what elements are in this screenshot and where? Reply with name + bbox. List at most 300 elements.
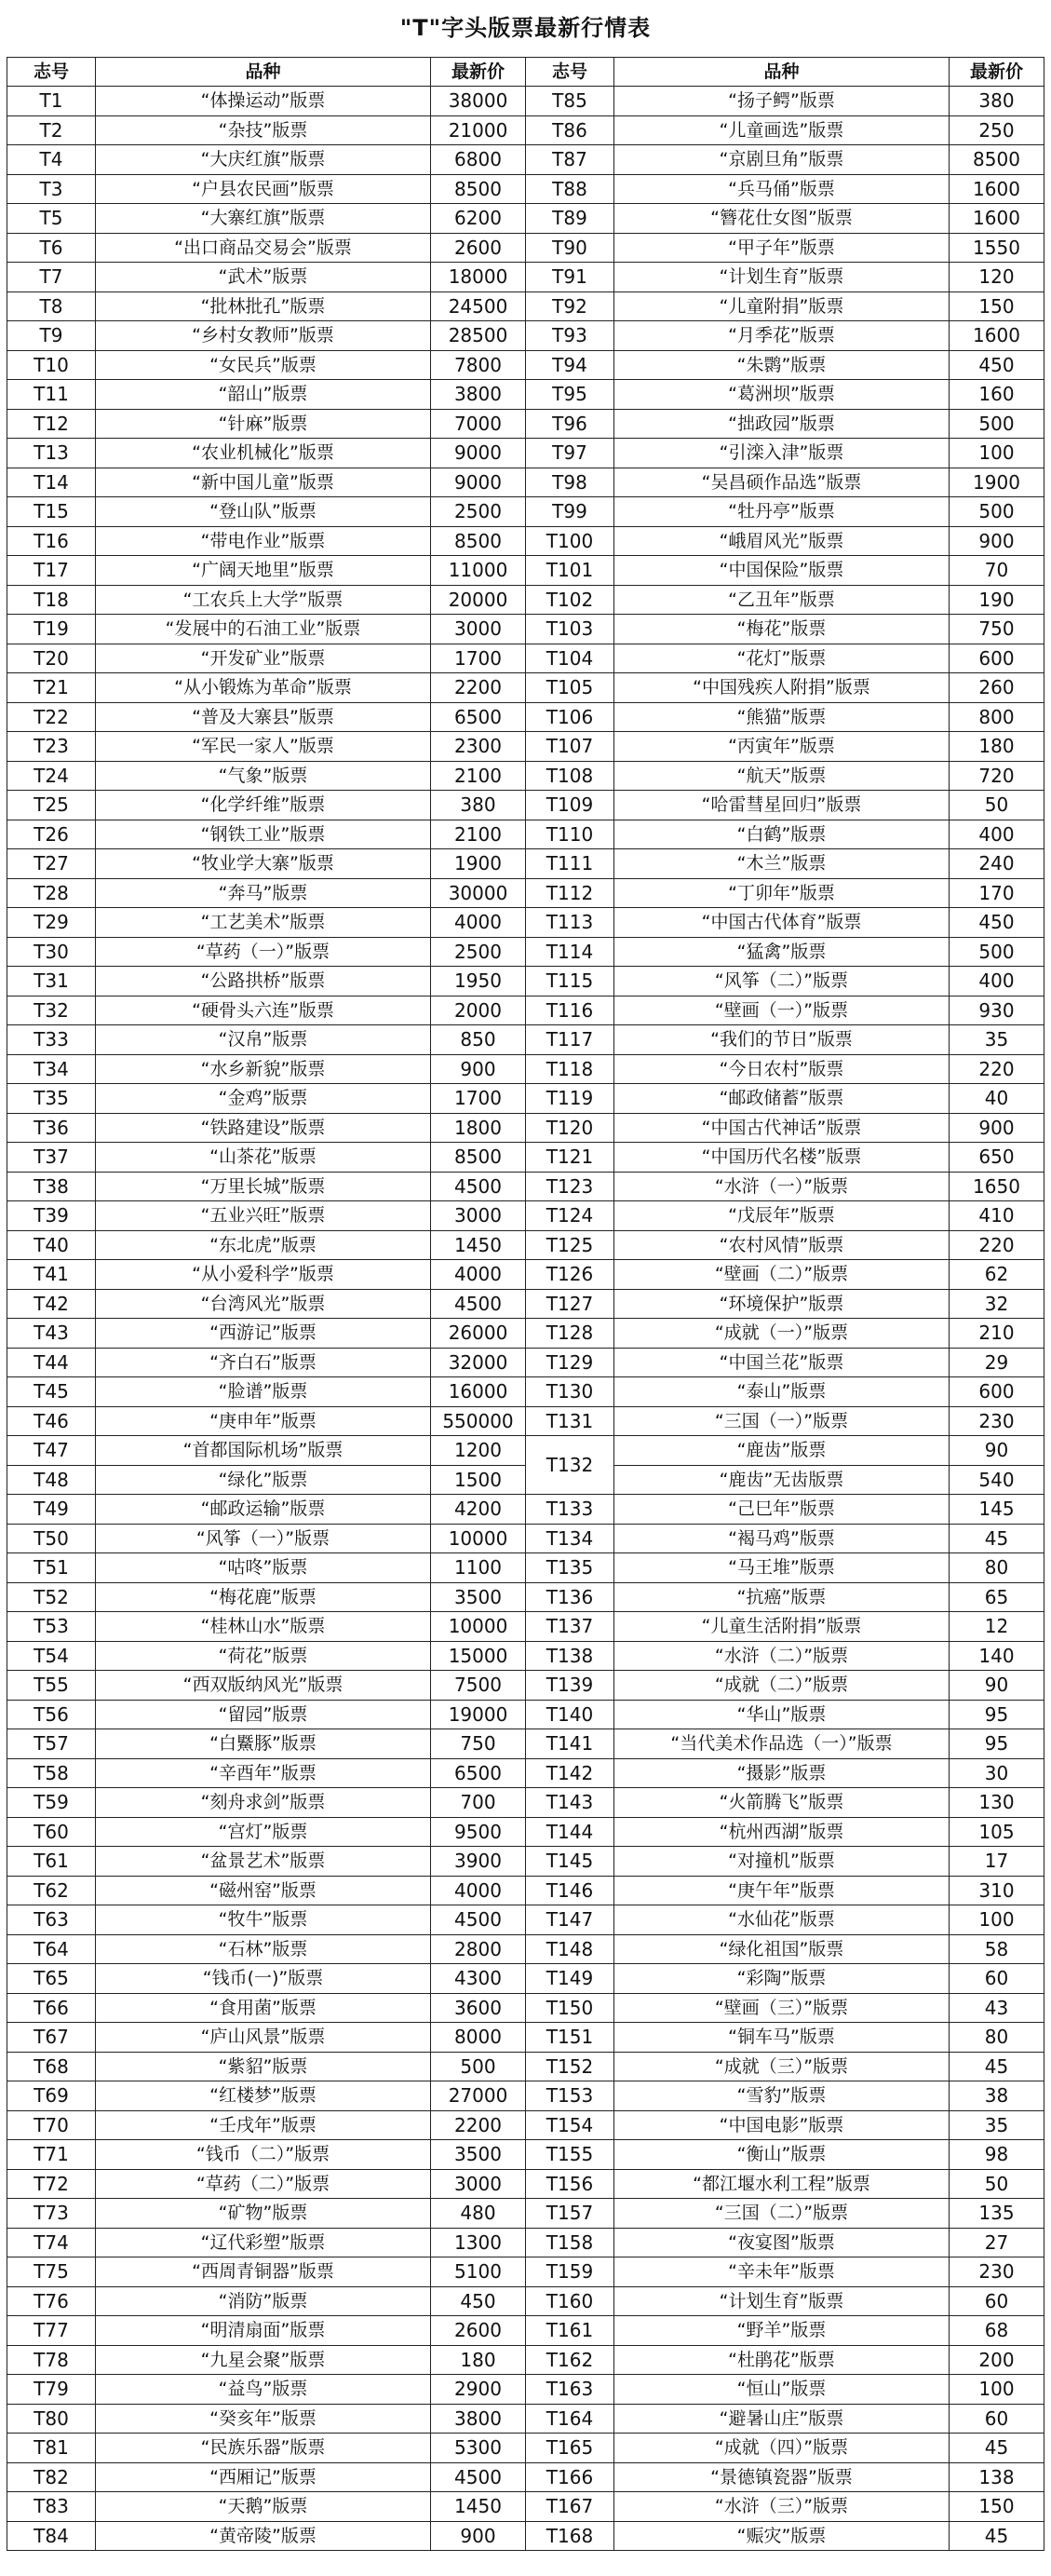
stamp-price: 80 [950,2023,1044,2053]
stamp-name: “白鱀豚”版票 [96,1729,431,1759]
stamp-name: “乡村女教师”版票 [96,321,431,351]
stamp-price: 105 [950,1817,1044,1847]
stamp-price: 1600 [950,204,1044,234]
stamp-code: T64 [7,1934,96,1964]
stamp-price: 1700 [431,644,526,673]
stamp-code: T11 [7,380,96,410]
stamp-name: “工农兵上大学”版票 [96,585,431,615]
stamp-code: T13 [7,439,96,468]
stamp-code: T43 [7,1319,96,1349]
stamp-name: “雪豹”版票 [614,2081,950,2111]
price-table [7,57,1044,2551]
page-title: "T"字头版票最新行情表 [399,15,652,41]
stamp-code: T150 [526,1993,614,2023]
stamp-price: 58 [950,1934,1044,1964]
stamp-price: 4500 [431,1172,526,1201]
stamp-price: 35 [950,2110,1044,2140]
stamp-price: 1600 [950,174,1044,204]
stamp-price: 4500 [431,1905,526,1935]
stamp-price: 2300 [431,732,526,762]
stamp-name: “紫貂”版票 [96,2052,431,2081]
stamp-code: T31 [7,967,96,997]
stamp-code: T85 [526,87,614,116]
stamp-price: 2600 [431,2316,526,2346]
stamp-code: T137 [526,1612,614,1642]
stamp-name: “山茶花”版票 [96,1143,431,1173]
stamp-price: 7800 [431,350,526,380]
stamp-price: 240 [950,849,1044,879]
stamp-name: “出口商品交易会”版票 [96,233,431,263]
stamp-code: T27 [7,849,96,879]
stamp-name: “农村风情”版票 [614,1230,950,1260]
stamp-price: 60 [950,1964,1044,1994]
stamp-name: “工艺美术”版票 [96,908,431,938]
stamp-price: 8500 [950,145,1044,175]
stamp-price: 8500 [431,174,526,204]
stamp-price: 900 [950,526,1044,556]
stamp-code: T77 [7,2316,96,2346]
stamp-name: “普及大寨县”版票 [96,702,431,732]
stamp-name: “水仙花”版票 [614,1905,950,1935]
stamp-code: T105 [526,673,614,703]
stamp-name: “中国古代神话”版票 [614,1113,950,1143]
table-row [7,1406,1044,1436]
stamp-name: “白鹤”版票 [614,820,950,849]
stamp-name: “扬子鳄”版票 [614,87,950,116]
stamp-price: 2000 [431,996,526,1025]
stamp-price: 4200 [431,1495,526,1525]
stamp-name: “马王堆”版票 [614,1553,950,1583]
stamp-name: “野羊”版票 [614,2316,950,2346]
stamp-price: 1100 [431,1553,526,1583]
stamp-name: “水浒（二）”版票 [614,1641,950,1671]
stamp-code: T51 [7,1553,96,1583]
stamp-name: “台湾风光”版票 [96,1289,431,1319]
stamp-price: 400 [950,967,1044,997]
stamp-code: T52 [7,1582,96,1612]
stamp-price: 9500 [431,1817,526,1847]
stamp-code: T162 [526,2345,614,2375]
stamp-name: “铜车马”版票 [614,2023,950,2053]
stamp-code: T4 [7,145,96,175]
stamp-code: T147 [526,1905,614,1935]
stamp-price: 19000 [431,1700,526,1729]
stamp-code: T100 [526,526,614,556]
stamp-code: T91 [526,263,614,292]
table-row [7,1964,1044,1994]
table-row [7,2081,1044,2111]
stamp-price: 4500 [431,1289,526,1319]
stamp-name: “猛禽”版票 [614,937,950,967]
table-row [7,2169,1044,2199]
stamp-price: 135 [950,2199,1044,2229]
stamp-code: T106 [526,702,614,732]
stamp-name: “引滦入津”版票 [614,439,950,468]
stamp-price: 8500 [431,1143,526,1173]
stamp-name: “牧业学大寨”版票 [96,849,431,879]
stamp-code: T104 [526,644,614,673]
table-row [7,321,1044,351]
stamp-price: 38000 [431,87,526,116]
stamp-name: “壁画（三）”版票 [614,1993,950,2023]
stamp-code: T115 [526,967,614,997]
stamp-price: 1300 [431,2228,526,2257]
stamp-code: T148 [526,1934,614,1964]
stamp-name: “磁州窑”版票 [96,1876,431,1905]
stamp-code: T33 [7,1025,96,1055]
table-row [7,145,1044,175]
table-row [7,702,1044,732]
table-row [7,1582,1044,1612]
stamp-price: 27000 [431,2081,526,2111]
stamp-name: “三国（一）”版票 [614,1406,950,1436]
stamp-code: T41 [7,1260,96,1290]
stamp-name: “夜宴图”版票 [614,2228,950,2257]
table-row [7,1495,1044,1525]
stamp-price: 230 [950,2257,1044,2287]
stamp-price: 450 [431,2286,526,2316]
table-row [7,585,1044,615]
stamp-code: T65 [7,1964,96,1994]
stamp-name: “户县农民画”版票 [96,174,431,204]
stamp-code: T30 [7,937,96,967]
stamp-name: “民族乐器”版票 [96,2434,431,2463]
stamp-code: T153 [526,2081,614,2111]
stamp-name: “消防”版票 [96,2286,431,2316]
stamp-price: 3500 [431,2140,526,2170]
stamp-name: “矿物”版票 [96,2199,431,2229]
stamp-price: 26000 [431,1319,526,1349]
stamp-name: “哈雷彗星回归”版票 [614,791,950,820]
table-row [7,2521,1044,2551]
stamp-price: 2600 [431,233,526,263]
stamp-code: T161 [526,2316,614,2346]
stamp-name: “彩陶”版票 [614,1964,950,1994]
table-row [7,1524,1044,1553]
stamp-name: “宫灯”版票 [96,1817,431,1847]
stamp-price: 450 [950,908,1044,938]
stamp-price: 140 [950,1641,1044,1671]
table-row [7,2316,1044,2346]
stamp-name: “从小锻炼为革命”版票 [96,673,431,703]
stamp-price: 6500 [431,1758,526,1788]
table-row [7,1319,1044,1349]
stamp-code: T70 [7,2110,96,2140]
table-row [7,2462,1044,2492]
stamp-code: T36 [7,1113,96,1143]
stamp-price: 850 [431,1025,526,1055]
stamp-price: 230 [950,1406,1044,1436]
stamp-price: 1200 [431,1436,526,1466]
stamp-price: 160 [950,380,1044,410]
stamp-name: “中国保险”版票 [614,556,950,586]
stamp-price: 3000 [431,615,526,644]
table-row [7,1377,1044,1407]
stamp-name: “杭州西湖”版票 [614,1817,950,1847]
stamp-code: T121 [526,1143,614,1173]
stamp-name: “金鸡”版票 [96,1084,431,1114]
table-row [7,1729,1044,1759]
stamp-name: “钱币(一)”版票 [96,1964,431,1994]
stamp-code: T134 [526,1524,614,1553]
stamp-code: T160 [526,2286,614,2316]
stamp-name: “中国历代名楼”版票 [614,1143,950,1173]
table-row [7,291,1044,321]
stamp-price: 220 [950,1054,1044,1084]
stamp-name: “衡山”版票 [614,2140,950,2170]
stamp-name: “九星会聚”版票 [96,2345,431,2375]
stamp-price: 5300 [431,2434,526,2463]
table-row [7,1553,1044,1583]
stamp-code: T2 [7,115,96,145]
stamp-code: T10 [7,350,96,380]
stamp-code: T128 [526,1319,614,1349]
stamp-code: T57 [7,1729,96,1759]
stamp-name: “万里长城”版票 [96,1172,431,1201]
stamp-code: T29 [7,908,96,938]
stamp-price: 4000 [431,908,526,938]
stamp-price: 3800 [431,380,526,410]
table-row [7,233,1044,263]
stamp-code: T1 [7,87,96,116]
stamp-code: T18 [7,585,96,615]
stamp-code: T99 [526,497,614,527]
stamp-price: 3500 [431,1582,526,1612]
stamp-name: “木兰”版票 [614,849,950,879]
stamp-code: T141 [526,1729,614,1759]
stamp-price: 150 [950,2492,1044,2522]
table-row [7,409,1044,439]
stamp-name: “峨眉风光”版票 [614,526,950,556]
stamp-code: T110 [526,820,614,849]
table-row [7,732,1044,762]
stamp-price: 260 [950,673,1044,703]
stamp-name: “留园”版票 [96,1700,431,1729]
stamp-name: “火箭腾飞”版票 [614,1788,950,1818]
table-row [7,2140,1044,2170]
table-row [7,1671,1044,1701]
stamp-price: 8500 [431,526,526,556]
stamp-price: 500 [950,409,1044,439]
stamp-code: T127 [526,1289,614,1319]
stamp-name: “成就（二）”版票 [614,1671,950,1701]
table-row [7,1143,1044,1173]
table-row [7,1905,1044,1935]
stamp-name: “褐马鸡”版票 [614,1524,950,1553]
stamp-code: T82 [7,2462,96,2492]
stamp-code: T60 [7,1817,96,1847]
stamp-price: 11000 [431,556,526,586]
stamp-price: 90 [950,1436,1044,1466]
stamp-price: 45 [950,2434,1044,2463]
stamp-price: 95 [950,1700,1044,1729]
stamp-name: “景德镇瓷器”版票 [614,2462,950,2492]
stamp-code: T40 [7,1230,96,1260]
stamp-name: “东北虎”版票 [96,1230,431,1260]
stamp-code: T50 [7,1524,96,1553]
stamp-code: T108 [526,761,614,791]
stamp-code: T97 [526,439,614,468]
stamp-name: “梅花鹿”版票 [96,1582,431,1612]
stamp-name: “针麻”版票 [96,409,431,439]
stamp-price: 2500 [431,937,526,967]
stamp-code: T101 [526,556,614,586]
stamp-name: “新中国儿童”版票 [96,468,431,497]
stamp-price: 2100 [431,761,526,791]
table-row [7,1758,1044,1788]
stamp-name: “草药（一）”版票 [96,937,431,967]
stamp-code: T131 [526,1406,614,1436]
stamp-price: 6800 [431,145,526,175]
stamp-code: T158 [526,2228,614,2257]
stamp-code: T92 [526,291,614,321]
stamp-price: 9000 [431,439,526,468]
stamp-price: 30000 [431,878,526,908]
stamp-price: 650 [950,1143,1044,1173]
stamp-price: 410 [950,1201,1044,1231]
stamp-code: T165 [526,2434,614,2463]
header-code: 志号 [7,58,96,87]
stamp-code: T26 [7,820,96,849]
stamp-code: T125 [526,1230,614,1260]
stamp-price: 50 [950,2169,1044,2199]
stamp-code: T66 [7,1993,96,2023]
stamp-code: T86 [526,115,614,145]
stamp-name: “齐白石”版票 [96,1348,431,1377]
stamp-code: T155 [526,2140,614,2170]
stamp-name: “荷花”版票 [96,1641,431,1671]
stamp-price: 380 [950,87,1044,116]
stamp-price: 65 [950,1582,1044,1612]
table-row [7,204,1044,234]
stamp-name: “兵马俑”版票 [614,174,950,204]
stamp-code: T164 [526,2404,614,2434]
stamp-name: “牡丹亭”版票 [614,497,950,527]
stamp-name: “石林”版票 [96,1934,431,1964]
table-row [7,2052,1044,2081]
stamp-price: 1900 [431,849,526,879]
stamp-code: T8 [7,291,96,321]
stamp-code: T20 [7,644,96,673]
stamp-name: “首都国际机场”版票 [96,1436,431,1466]
stamp-name: “梅花”版票 [614,615,950,644]
stamp-price: 2200 [431,673,526,703]
stamp-price: 200 [950,2345,1044,2375]
stamp-code: T154 [526,2110,614,2140]
stamp-name: “桂林山水”版票 [96,1612,431,1642]
stamp-code: T38 [7,1172,96,1201]
table-row [7,2110,1044,2140]
stamp-name: “公路拱桥”版票 [96,967,431,997]
stamp-name: “绿化祖国”版票 [614,1934,950,1964]
stamp-price: 6200 [431,204,526,234]
stamp-name: “牧牛”版票 [96,1905,431,1935]
table-row [7,1817,1044,1847]
stamp-code: T37 [7,1143,96,1173]
stamp-name: “鹿齿”无齿版票 [614,1465,950,1495]
stamp-price: 2100 [431,820,526,849]
stamp-name: “武术”版票 [96,263,431,292]
stamp-name: “大寨红旗”版票 [96,204,431,234]
stamp-code: T68 [7,2052,96,2081]
stamp-price: 4000 [431,1260,526,1290]
stamp-price: 15000 [431,1641,526,1671]
stamp-code: T78 [7,2345,96,2375]
stamp-code: T114 [526,937,614,967]
stamp-code: T130 [526,1377,614,1407]
stamp-price: 4000 [431,1876,526,1905]
table-row [7,2434,1044,2463]
header-code: 志号 [526,58,614,87]
header-row [7,58,1044,87]
stamp-price: 540 [950,1465,1044,1495]
stamp-price: 550000 [431,1406,526,1436]
stamp-price: 68 [950,2316,1044,2346]
table-row [7,820,1044,849]
stamp-price: 1800 [431,1113,526,1143]
stamp-price: 4500 [431,2462,526,2492]
table-row [7,2199,1044,2229]
stamp-code: T166 [526,2462,614,2492]
stamp-price: 500 [950,497,1044,527]
stamp-price: 1550 [950,233,1044,263]
stamp-code: T96 [526,409,614,439]
stamp-price: 10000 [431,1612,526,1642]
header-price: 最新价 [431,58,526,87]
table-row [7,937,1044,967]
stamp-price: 1600 [950,321,1044,351]
table-row [7,1025,1044,1055]
stamp-name: “刻舟求剑”版票 [96,1788,431,1818]
stamp-name: “水乡新貌”版票 [96,1054,431,1084]
stamp-name: “丁卯年”版票 [614,878,950,908]
stamp-price: 1450 [431,2492,526,2522]
stamp-name: “绿化”版票 [96,1465,431,1495]
table-row [7,1876,1044,1905]
stamp-name: “当代美术作品选（一）”版票 [614,1729,950,1759]
stamp-price: 600 [950,644,1044,673]
stamp-name: “益鸟”版票 [96,2375,431,2405]
stamp-code: T124 [526,1201,614,1231]
stamp-name: “西双版纳风光”版票 [96,1671,431,1701]
table-row [7,2492,1044,2522]
stamp-name: “己巳年”版票 [614,1495,950,1525]
stamp-name: “盆景艺术”版票 [96,1847,431,1877]
stamp-price: 3600 [431,1993,526,2023]
stamp-price: 750 [431,1729,526,1759]
stamp-name: “今日农村”版票 [614,1054,950,1084]
stamp-name: “杜鹃花”版票 [614,2345,950,2375]
stamp-code: T61 [7,1847,96,1877]
stamp-price: 145 [950,1495,1044,1525]
stamp-name: “军民一家人”版票 [96,732,431,762]
stamp-name: “计划生育”版票 [614,263,950,292]
stamp-code: T56 [7,1700,96,1729]
stamp-price: 50 [950,791,1044,820]
stamp-code: T142 [526,1758,614,1788]
table-row [7,644,1044,673]
table-row [7,115,1044,145]
stamp-price: 150 [950,291,1044,321]
stamp-price: 3000 [431,1201,526,1231]
stamp-price: 9000 [431,468,526,497]
table-row [7,1113,1044,1143]
table-row [7,350,1044,380]
table-row [7,1847,1044,1877]
stamp-price: 800 [950,702,1044,732]
stamp-code: T35 [7,1084,96,1114]
stamp-name: “辽代彩塑”版票 [96,2228,431,2257]
